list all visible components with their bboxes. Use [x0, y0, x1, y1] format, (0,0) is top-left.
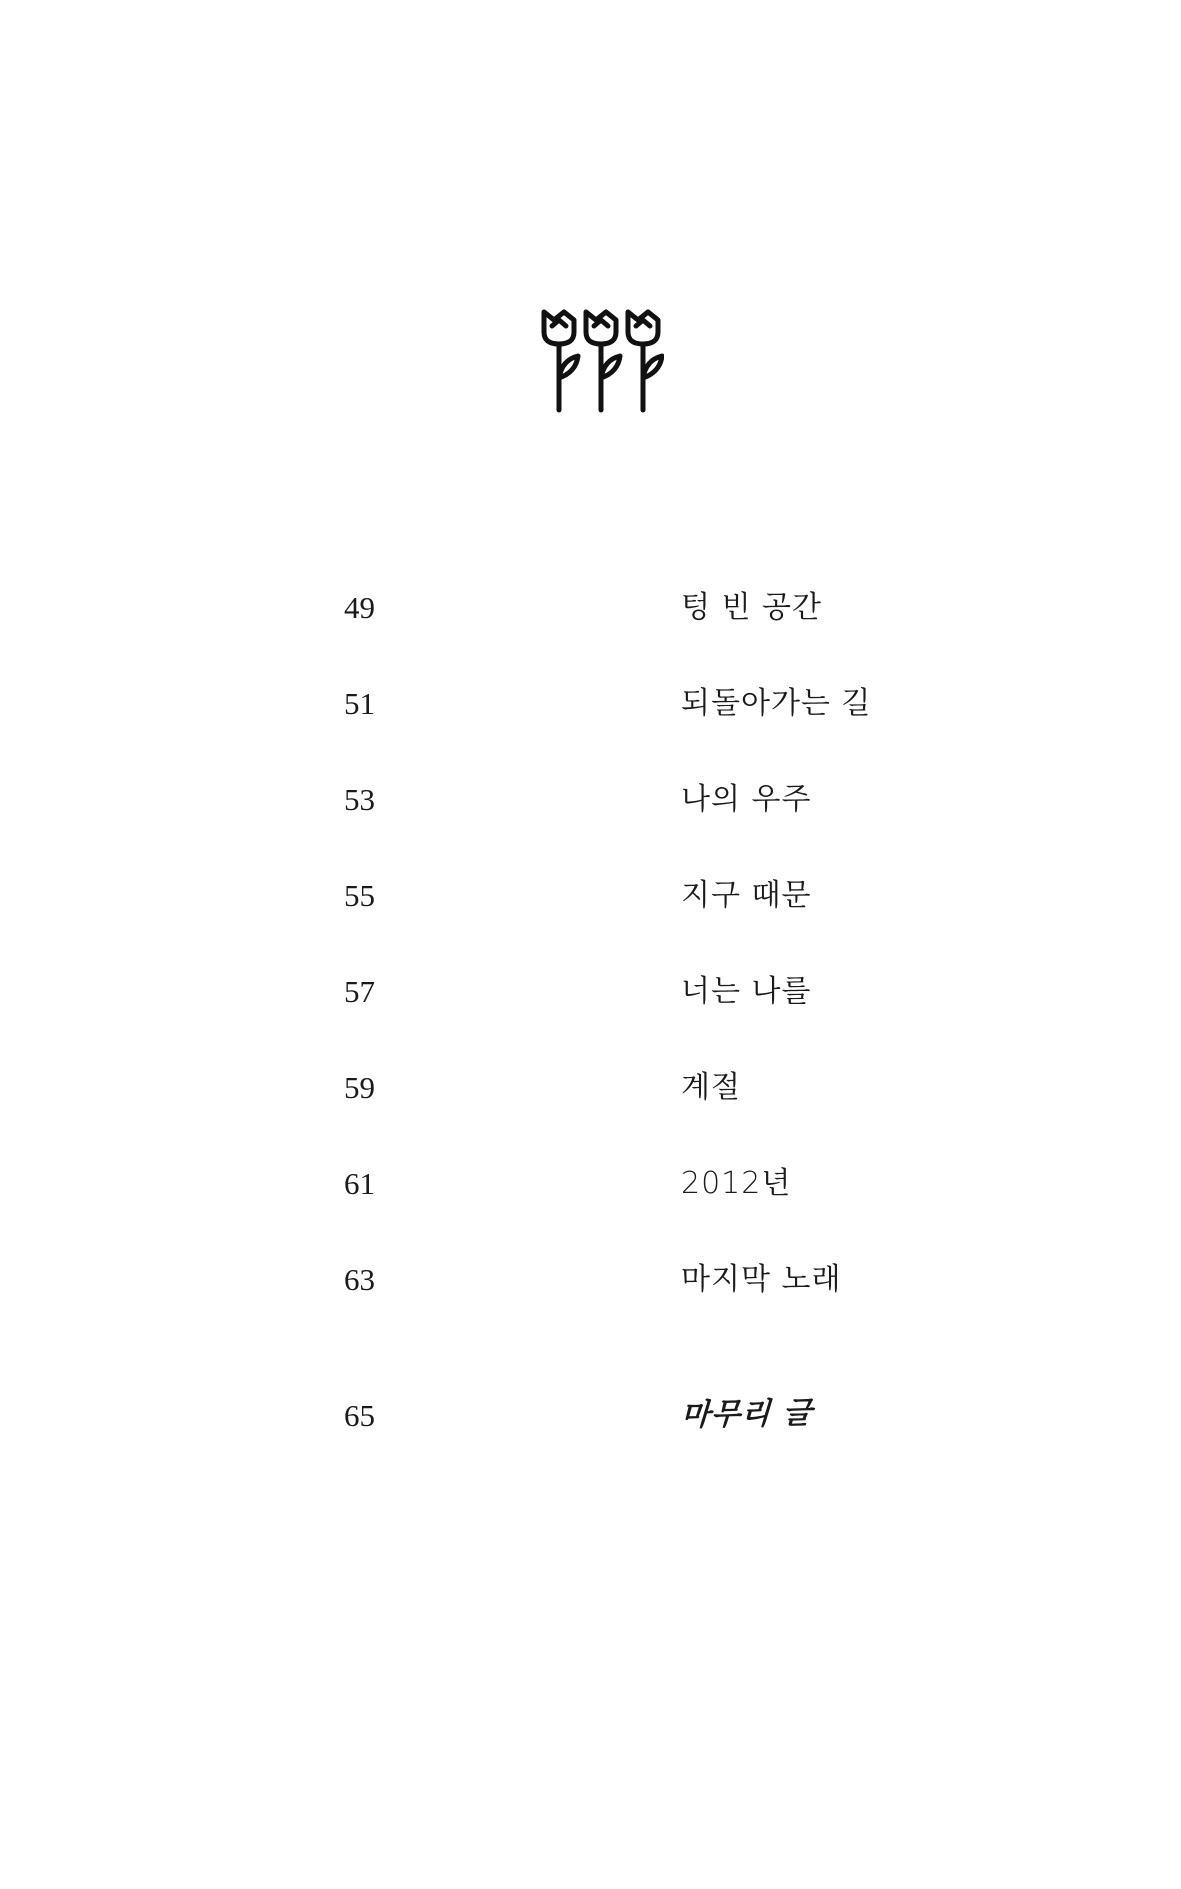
toc-page-number: 51 — [344, 686, 375, 721]
toc-row — [0, 1159, 1181, 1209]
toc-row — [0, 1391, 1181, 1441]
toc-entry-title: 지구 때문 — [681, 878, 812, 913]
toc-row — [0, 871, 1181, 921]
toc-row — [0, 679, 1181, 729]
toc-row — [0, 1255, 1181, 1305]
toc-entry-title: 너는 나를 — [681, 974, 812, 1009]
toc-entry-title: 나의 우주 — [681, 782, 812, 817]
toc-entry-title: 되돌아가는 길 — [681, 686, 872, 721]
toc-entry-title: 마지막 노래 — [681, 1262, 842, 1297]
toc-page-number: 57 — [344, 974, 375, 1009]
toc-page-number: 63 — [344, 1262, 375, 1297]
toc-entry-title: 계절 — [681, 1070, 741, 1105]
toc-page-number: 59 — [344, 1070, 375, 1105]
toc-page-number: 55 — [344, 878, 375, 913]
toc-row — [0, 583, 1181, 633]
toc-row — [0, 1063, 1181, 1113]
toc-page-number: 49 — [344, 590, 375, 625]
toc-page-number: 53 — [344, 782, 375, 817]
toc-row — [0, 775, 1181, 825]
toc-entry-title: 마무리 글 — [680, 1395, 814, 1433]
toc-entry-title: 2012년 — [681, 1166, 792, 1201]
toc-entry-title: 텅 빈 공간 — [681, 590, 822, 625]
toc-row — [0, 967, 1181, 1017]
toc-page-number: 65 — [344, 1398, 375, 1433]
toc-page-number: 61 — [344, 1166, 375, 1201]
